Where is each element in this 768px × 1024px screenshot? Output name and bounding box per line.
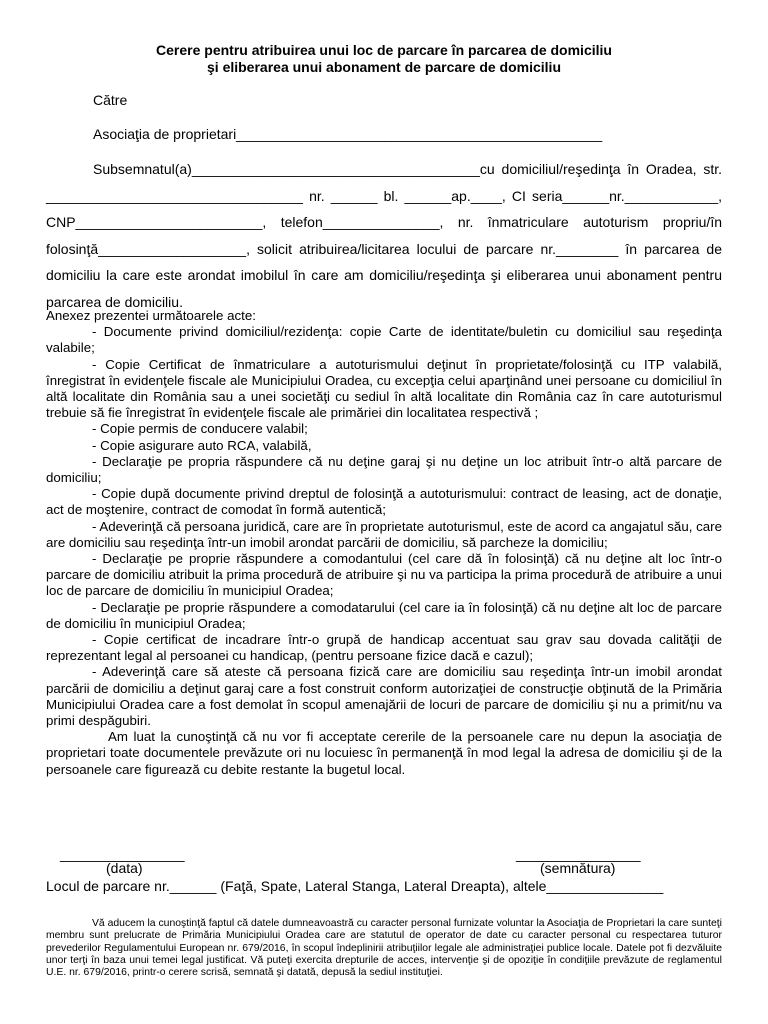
annex-item: - Copie certificat de incadrare într-o grupă de handicap accentuat sau grav sau dovada calităţii de reprezentant legal al persoanei cu handicap, (pentru persoane fizice dacă e cazul);	[46, 632, 722, 664]
title-line-1: Cerere pentru atribuirea unui loc de parcare în parcarea de domiciliu	[156, 42, 612, 58]
gdpr-footer	[46, 918, 722, 979]
annex-item: - Declaraţie pe propria răspundere că nu deţine garaj şi nu deţine un loc atribuit într-o altă parcare de domiciliu;	[46, 453, 722, 486]
annex-item: - Copie după documente privind dreptul de folosinţă a autoturismului: contract de leasing, act de donaţie, act de moştenire, contract de comodat în formă autentică;	[46, 486, 722, 518]
annex-heading: Anexez prezentei următoarele acte:	[46, 308, 256, 323]
applicant-details	[46, 156, 722, 315]
gdpr-notice: Vă aducem la cunoştinţă faptul că datele dumneavoastră cu caracter personal furnizate voluntar la Asociaţia de Proprietari la care sunteţi membru sunt prelucrate de Primăria Municipiului Oradea care are statutul de operator de date cu caracter personal cu respectarea tuturor prevederilor Regulamentului European nr. 679/2016, în scopul îndeplinirii atribuţiilor legale ale administraţiei publice locale. Datele pot fi dezvăluite unor terţi în baza unui temei legal justificat. Vă puteţi exercita drepturile de acces, intervenţie şi de opoziţie în condiţiile prevăzute de reglamentul U.E. nr. 679/2016, printr-o cerere scrisă, semnată şi datată, depusă la sediul instituţiei.	[46, 918, 722, 979]
annex-section	[46, 308, 722, 778]
signature-label: (semnătura)	[540, 860, 616, 876]
recipient-label: Către	[93, 92, 128, 108]
document-title	[46, 42, 722, 76]
annex-item: - Adeverinţă că persoana juridică, care are în proprietate autoturismul, este de acord ca angajatul său, care are domiciliu sau reşedinţa într-un imobil arondat parcării de domiciliu, să parcheze la domiciliu;	[46, 518, 722, 550]
date-label: (data)	[106, 860, 143, 876]
annex-item: - Declaraţie pe proprie răspundere a comodatarului (cel care ia în folosinţă) că nu deţine alt loc de parcare de domiciliu în municipiul Oradea;	[46, 599, 722, 631]
title-line-2: şi eliberarea unui abonament de parcare de domiciliu	[207, 59, 561, 75]
acknowledgement-note: Am luat la cunoştinţă că nu vor fi acceptate cererile de la persoanele care nu depun la asociaţia de proprietari toate documentele prevăzute ori nu locuiesc în permanenţă în mod legal la adresa de domiciliu şi de la persoanele care figurează cu debite restante la bugetul local.	[46, 729, 722, 777]
applicant-paragraph: Subsemnatul(a)_____________________________________cu domiciliul/reşedinţa în Oradea, str. _________________________________ nr. ______ bl. ______ap.____, CI seria______nr.____________, CNP________________________, telefon_______________, nr. înmatriculare autoturism propriu/în folosinţă___________________, solicit atribuirea/licitarea locului de parcare nr.________ în parcarea de domiciliu la care este arondat imobilul în care am domiciliu/reşedinţa şi eliberarea unui abonament pentru parcarea de domiciliu.	[46, 161, 722, 310]
annex-item: - Declaraţie pe proprie răspundere a comodantului (cel care dă în folosinţă) că nu deţine alt loc într-o parcare de domiciliu atribuit la prima procedură de atribuire şi nu va participa la prima procedură de atribuire a unui loc de parcare de domiciliu în municipiul Oradea;	[46, 551, 722, 599]
signature-line: ________________	[516, 846, 641, 862]
owners-association-field: Asociaţia de proprietari_______________________________________________	[93, 126, 603, 142]
annex-item: - Documente privind domiciliul/rezidenţa: copie Carte de identitate/buletin cu domiciliul sau reşedinţa valabile;	[46, 324, 722, 356]
annex-item: - Adeverinţă care să ateste că persoana fizică care are domiciliu sau reşedinţa într-un imobil arondat parcării de domiciliu a deţinut garaj care a fost construit conform autorizaţiei de construcţie obţinută de la Primăria Municipiului Oradea care a fost demolat în scopul amenajării de locuri de parcare de domiciliu şi nu a primit/nu va primi despăgubiri.	[46, 664, 722, 729]
annex-item: - Copie Certificat de înmatriculare a autoturismului deţinut în proprietate/folosinţă cu ITP valabilă, înregistrat în evidenţele fiscale ale Municipiului Oradea, cu excepţia celui aparţinând unei persoane cu domiciliul în altă localitate din România sau a unei societăţi cu sediul în altă localitate din România caz în care autoturismul trebuie să fie înregistrat în evidenţele fiscale ale primăriei din localitatea respectivă ;	[46, 356, 722, 421]
date-line: ________________	[60, 846, 185, 862]
parking-spot-field: Locul de parcare nr.______ (Faţă, Spate, Lateral Stanga, Lateral Dreapta), altele_______________	[46, 878, 664, 894]
annex-item: - Copie permis de conducere valabil;	[92, 421, 308, 437]
annex-item: - Copie asigurare auto RCA, valabilă,	[92, 437, 312, 453]
